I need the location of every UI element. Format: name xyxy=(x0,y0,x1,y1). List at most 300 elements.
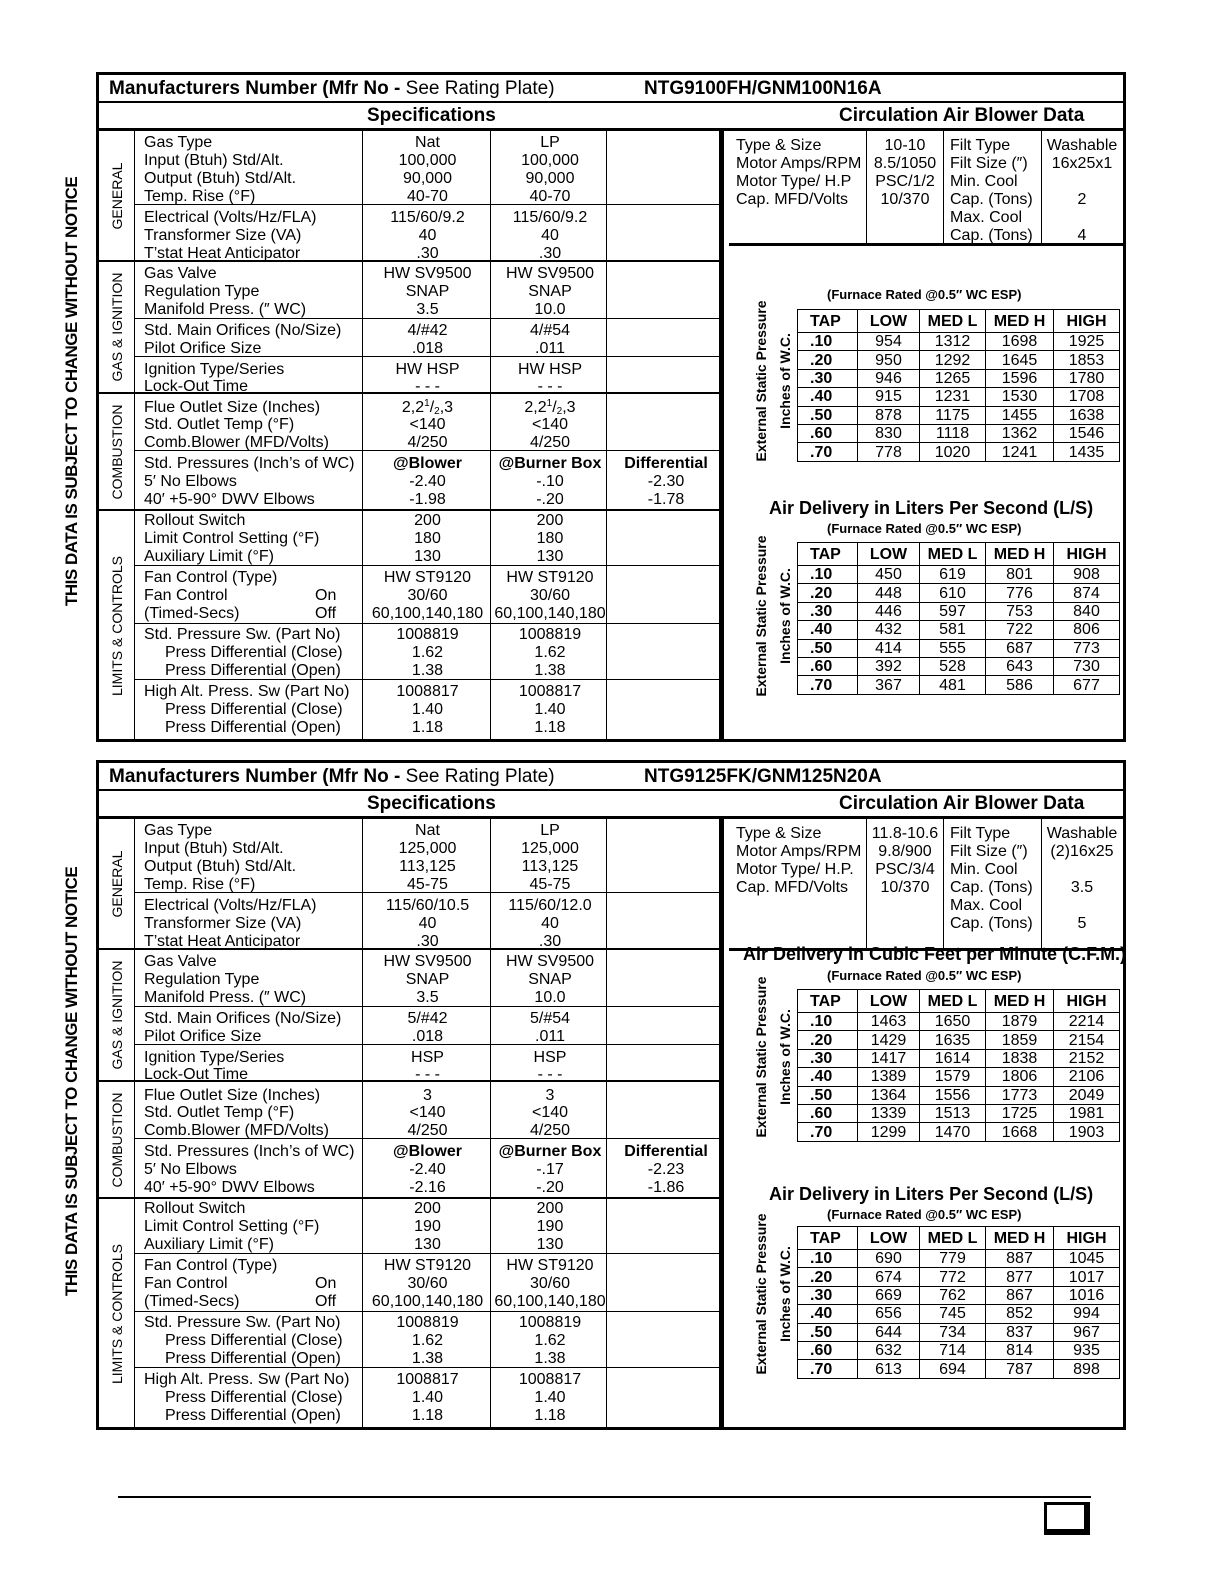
tap-cell: .10 xyxy=(798,1013,858,1031)
row-no-elbows: 5′ No Elbows -2.40 -.10 -2.30 xyxy=(144,473,685,490)
ls-title: Air Delivery in Liters Per Second (L/S) xyxy=(769,498,1094,518)
row-pressures-header: Std. Pressures (Inch’s of WC) @Blower @Burner Box Differential xyxy=(144,455,708,472)
airflow-cell: 1596 xyxy=(986,369,1054,387)
row-electrical: Electrical (Volts/Hz/FLA) 115/60/10.5 115/60/12.0 xyxy=(144,897,592,914)
airflow-cell: 745 xyxy=(920,1305,986,1323)
filter-value: 3.5 xyxy=(1070,879,1094,896)
cfm-table xyxy=(797,989,1120,1142)
ls-rated-note: (Furnace Rated @0.5″ WC ESP) xyxy=(827,521,1022,536)
filter-label: Filt Size (″) xyxy=(950,155,1028,172)
airflow-cell: 610 xyxy=(920,584,986,602)
tap-cell: .50 xyxy=(798,406,858,424)
tap-cell: .20 xyxy=(798,584,858,602)
airflow-cell: 852 xyxy=(986,1305,1054,1323)
tap-cell: .10 xyxy=(798,566,858,584)
filter-value: Washable xyxy=(1046,825,1118,842)
filter-value: (2)16x25 xyxy=(1050,843,1114,860)
ls-title: Air Delivery in Liters Per Second (L/S) xyxy=(769,1184,1094,1204)
airflow-cell: 1725 xyxy=(986,1104,1054,1122)
tap-cell: .70 xyxy=(798,1123,858,1141)
airflow-cell: 776 xyxy=(986,584,1054,602)
change-notice-top: THIS DATA IS SUBJECT TO CHANGE WITHOUT NOTICE xyxy=(62,176,81,606)
row-fan-off: (Timed-Secs) Off 60,100,140,180 60,100,140,180 xyxy=(144,605,606,622)
column-header: HIGH xyxy=(1054,310,1120,333)
airflow-cell: 1241 xyxy=(986,443,1054,461)
row-electrical: Electrical (Volts/Hz/FLA) 115/60/9.2 115/60/9.2 xyxy=(144,209,588,226)
airflow-cell: 448 xyxy=(858,584,920,602)
row-fan-off: (Timed-Secs) Off 60,100,140,180 60,100,140,180 xyxy=(144,1293,606,1310)
furnace-spec-block xyxy=(96,760,1126,1430)
filter-label: Min. Cool xyxy=(950,861,1018,878)
row-dwv-elbows: 40′ +5-90° DWV Elbows -2.16 -.20 -1.86 xyxy=(144,1179,685,1196)
row-output: Output (Btuh) Std/Alt. 90,000 90,000 xyxy=(144,170,575,187)
manufacturer-header xyxy=(99,75,1123,103)
row-comb-blower: Comb.Blower (MFD/Volts) 4/250 4/250 xyxy=(144,1122,571,1139)
column-header: MED H xyxy=(986,1227,1054,1250)
airflow-cell: 687 xyxy=(986,639,1054,657)
section-label-limits-controls: LIMITS & CONTROLS xyxy=(99,511,135,741)
blower-label-motor: Motor Type/ H.P. xyxy=(736,861,854,878)
airflow-cell: 528 xyxy=(920,657,986,675)
table-header-row xyxy=(798,990,1120,1013)
airflow-cell: 1265 xyxy=(920,369,986,387)
tap-cell: .70 xyxy=(798,1360,858,1378)
row-tstat: T’stat Heat Anticipator .30 .30 xyxy=(144,933,562,950)
column-header: MED L xyxy=(920,310,986,333)
blower-value-amps: 8.5/1050 xyxy=(873,155,937,172)
section-label-combustion: COMBUSTION xyxy=(99,394,135,511)
tap-cell: .40 xyxy=(798,621,858,639)
airflow-cell: 2106 xyxy=(1054,1068,1120,1086)
airflow-cell: 753 xyxy=(986,602,1054,620)
row-regulation: Regulation Type SNAP SNAP xyxy=(144,283,572,300)
blower-value-amps: 9.8/900 xyxy=(878,843,932,860)
filter-value: 4 xyxy=(1077,227,1087,244)
airflow-cell: 1429 xyxy=(858,1031,920,1049)
airflow-cell: 908 xyxy=(1054,566,1120,584)
airflow-cell: 887 xyxy=(986,1250,1054,1268)
airflow-cell: 1879 xyxy=(986,1013,1054,1031)
airflow-cell: 1118 xyxy=(920,424,986,442)
airflow-cell: 677 xyxy=(1054,676,1120,694)
row-lockout: Lock-Out Time - - - - - - xyxy=(144,378,563,395)
column-header: LOW xyxy=(858,1227,920,1250)
row-regulation: Regulation Type SNAP SNAP xyxy=(144,971,572,988)
airflow-cell: 994 xyxy=(1054,1305,1120,1323)
row-high-open: Press Differential (Open) 1.18 1.18 xyxy=(165,1407,566,1424)
airflow-cell: 1175 xyxy=(920,406,986,424)
column-header: TAP xyxy=(798,310,858,333)
model-number: NTG9125FK/GNM125N20A xyxy=(644,766,882,787)
row-pressures-header: Std. Pressures (Inch’s of WC) @Blower @Burner Box Differential xyxy=(144,1143,708,1160)
ls-axis-label-pressure: External Static Pressure xyxy=(753,1213,769,1375)
airflow-cell: 1556 xyxy=(920,1086,986,1104)
table-row xyxy=(798,406,1120,424)
airflow-cell: 632 xyxy=(858,1341,920,1359)
airflow-cell: 669 xyxy=(858,1286,920,1304)
airflow-cell: 830 xyxy=(858,424,920,442)
manufacturer-number-label: Manufacturers Number (Mfr No - See Rating Plate) xyxy=(109,78,555,99)
tap-cell: .40 xyxy=(798,1068,858,1086)
table-row xyxy=(798,584,1120,602)
cfm-axis-label-pressure: External Static Pressure xyxy=(753,300,769,462)
column-header: MED H xyxy=(986,543,1054,566)
table-header-row xyxy=(798,1227,1120,1250)
row-ignition: Ignition Type/Series HSP HSP xyxy=(144,1049,567,1066)
row-aux-limit: Auxiliary Limit (°F) 130 130 xyxy=(144,548,564,565)
airflow-cell: 867 xyxy=(986,1286,1054,1304)
airflow-cell: 814 xyxy=(986,1341,1054,1359)
airflow-cell: 481 xyxy=(920,676,986,694)
filter-label: Cap. (Tons) xyxy=(950,915,1033,932)
airflow-cell: 643 xyxy=(986,657,1054,675)
table-row xyxy=(798,1031,1120,1049)
cfm-title: Air Delivery in Cubic Feet per Minute (C.F.M.) xyxy=(743,944,1127,964)
row-rollout: Rollout Switch 200 200 xyxy=(144,1200,564,1217)
change-notice-bottom: THIS DATA IS SUBJECT TO CHANGE WITHOUT NOTICE xyxy=(62,866,81,1296)
airflow-cell: 806 xyxy=(1054,621,1120,639)
footer-rule xyxy=(118,1496,1091,1498)
airflow-cell: 722 xyxy=(986,621,1054,639)
cfm-rated-note: (Furnace Rated @0.5″ WC ESP) xyxy=(827,968,1022,983)
table-row xyxy=(798,1049,1120,1067)
airflow-cell: 367 xyxy=(858,676,920,694)
airflow-cell: 1389 xyxy=(858,1068,920,1086)
airflow-cell: 1292 xyxy=(920,351,986,369)
tap-cell: .60 xyxy=(798,1341,858,1359)
tap-cell: .10 xyxy=(798,333,858,351)
row-flue-size: Flue Outlet Size (Inches) 3 3 xyxy=(144,1087,555,1104)
row-rollout: Rollout Switch 200 200 xyxy=(144,512,564,529)
airflow-cell: 1463 xyxy=(858,1013,920,1031)
cfm-axis-label-inches: Inches of W.C. xyxy=(777,1009,793,1105)
column-header: LOW xyxy=(858,310,920,333)
airflow-cell: 734 xyxy=(920,1323,986,1341)
table-row xyxy=(798,1123,1120,1141)
airflow-cell: 644 xyxy=(858,1323,920,1341)
row-high-alt-switch: High Alt. Press. Sw (Part No) 1008817 1008817 xyxy=(144,683,582,700)
filter-label: Filt Type xyxy=(950,137,1011,154)
airflow-cell: 1903 xyxy=(1054,1123,1120,1141)
filter-label: Filt Size (″) xyxy=(950,843,1028,860)
row-pilot: Pilot Orifice Size .018 .011 xyxy=(144,1028,565,1045)
airflow-cell: 1231 xyxy=(920,388,986,406)
ls-axis-label-inches: Inches of W.C. xyxy=(777,1246,793,1342)
airflow-cell: 954 xyxy=(858,333,920,351)
airflow-cell: 967 xyxy=(1054,1323,1120,1341)
tap-cell: .20 xyxy=(798,351,858,369)
filter-label: Max. Cool xyxy=(950,209,1023,226)
tap-cell: .30 xyxy=(798,1049,858,1067)
airflow-cell: 1312 xyxy=(920,333,986,351)
blower-data-area xyxy=(729,819,1127,1427)
table-row xyxy=(798,424,1120,442)
row-psw-open: Press Differential (Open) 1.38 1.38 xyxy=(165,662,566,679)
blower-value-type: 10-10 xyxy=(884,137,926,154)
airflow-cell: 581 xyxy=(920,621,986,639)
table-row xyxy=(798,639,1120,657)
airflow-cell: 555 xyxy=(920,639,986,657)
row-flue-size: Flue Outlet Size (Inches) $2,2^1/_2,3$ $2,2^1/_2,3$ xyxy=(144,398,576,417)
row-psw-close: Press Differential (Close) 1.62 1.62 xyxy=(165,644,566,661)
table-row xyxy=(798,333,1120,351)
page-number-box xyxy=(1044,1502,1090,1535)
airflow-cell: 1614 xyxy=(920,1049,986,1067)
tap-cell: .50 xyxy=(798,639,858,657)
airflow-cell: 1339 xyxy=(858,1104,920,1122)
column-header: MED H xyxy=(986,310,1054,333)
airflow-cell: 1698 xyxy=(986,333,1054,351)
tap-cell: .20 xyxy=(798,1268,858,1286)
filter-label: Max. Cool xyxy=(950,897,1023,914)
airflow-cell: 414 xyxy=(858,639,920,657)
blower-label-motor: Motor Type/ H.P xyxy=(736,173,852,190)
airflow-cell: 762 xyxy=(920,1286,986,1304)
filter-label: Cap. (Tons) xyxy=(950,227,1033,244)
table-row xyxy=(798,1013,1120,1031)
column-header: MED L xyxy=(920,1227,986,1250)
tap-cell: .40 xyxy=(798,388,858,406)
airflow-cell: 779 xyxy=(920,1250,986,1268)
circulation-blower-title: Circulation Air Blower Data xyxy=(839,105,1085,126)
filter-value: 2 xyxy=(1077,191,1087,208)
airflow-cell: 450 xyxy=(858,566,920,584)
airflow-cell: 1513 xyxy=(920,1104,986,1122)
section-label-gas-ignition: GAS & IGNITION xyxy=(99,262,135,394)
ls-table xyxy=(797,1226,1120,1379)
row-pressure-switch: Std. Pressure Sw. (Part No) 1008819 1008819 xyxy=(144,626,582,643)
table-row xyxy=(798,1068,1120,1086)
column-header: HIGH xyxy=(1054,1227,1120,1250)
circulation-blower-title: Circulation Air Blower Data xyxy=(839,793,1085,814)
tap-cell: .70 xyxy=(798,443,858,461)
section-titles xyxy=(99,791,1123,819)
table-row xyxy=(798,621,1120,639)
row-lockout: Lock-Out Time - - - - - - xyxy=(144,1066,563,1083)
column-header: TAP xyxy=(798,543,858,566)
filter-label: Filt Type xyxy=(950,825,1011,842)
manufacturer-number-label: Manufacturers Number (Mfr No - See Rating Plate) xyxy=(109,766,555,787)
airflow-cell: 1773 xyxy=(986,1086,1054,1104)
row-gas-valve: Gas Valve HW SV9500 HW SV9500 xyxy=(144,265,595,282)
tap-cell: .60 xyxy=(798,657,858,675)
blower-label-cap: Cap. MFD/Volts xyxy=(736,191,849,208)
airflow-cell: 1638 xyxy=(1054,406,1120,424)
blower-label-cap: Cap. MFD/Volts xyxy=(736,879,849,896)
blower-label-type: Type & Size xyxy=(736,137,822,154)
airflow-cell: 446 xyxy=(858,602,920,620)
blower-value-type: 11.8-10.6 xyxy=(871,825,939,842)
blower-label-amps: Motor Amps/RPM xyxy=(736,155,862,172)
airflow-cell: 837 xyxy=(986,1323,1054,1341)
tap-cell: .70 xyxy=(798,676,858,694)
row-outlet-temp: Std. Outlet Temp (°F) <140 <140 xyxy=(144,1104,569,1121)
row-high-alt-switch: High Alt. Press. Sw (Part No) 1008817 1008817 xyxy=(144,1371,582,1388)
row-input: Input (Btuh) Std/Alt. 100,000 100,000 xyxy=(144,152,579,169)
airflow-cell: 613 xyxy=(858,1360,920,1378)
airflow-cell: 1806 xyxy=(986,1068,1054,1086)
row-high-close: Press Differential (Close) 1.40 1.40 xyxy=(165,701,566,718)
blower-value-motor: PSC/3/4 xyxy=(875,861,935,878)
filter-value: 5 xyxy=(1077,915,1087,932)
tap-cell: .40 xyxy=(798,1305,858,1323)
row-no-elbows: 5′ No Elbows -2.40 -.17 -2.23 xyxy=(144,1161,685,1178)
column-header: HIGH xyxy=(1054,543,1120,566)
airflow-cell: 877 xyxy=(986,1268,1054,1286)
table-row xyxy=(798,369,1120,387)
row-fan-type: Fan Control (Type) HW ST9120 HW ST9120 xyxy=(144,1257,594,1274)
tap-cell: .60 xyxy=(798,424,858,442)
section-label-limits-controls: LIMITS & CONTROLS xyxy=(99,1199,135,1429)
table-row xyxy=(798,1341,1120,1359)
airflow-cell: 1650 xyxy=(920,1013,986,1031)
tap-cell: .10 xyxy=(798,1250,858,1268)
row-fan-on: Fan Control On 30/60 30/60 xyxy=(144,1275,571,1292)
filter-value: 16x25x1 xyxy=(1051,155,1113,172)
airflow-cell: 1645 xyxy=(986,351,1054,369)
row-transformer: Transformer Size (VA) 40 40 xyxy=(144,915,559,932)
model-number: NTG9100FH/GNM100N16A xyxy=(644,78,882,99)
row-dwv-elbows: 40′ +5-90° DWV Elbows -1.98 -.20 -1.78 xyxy=(144,491,685,508)
airflow-cell: 1530 xyxy=(986,388,1054,406)
row-tstat: T’stat Heat Anticipator .30 .30 xyxy=(144,245,562,262)
airflow-cell: 946 xyxy=(858,369,920,387)
spec-rows xyxy=(135,131,719,739)
airflow-cell: 935 xyxy=(1054,1341,1120,1359)
airflow-cell: 2049 xyxy=(1054,1086,1120,1104)
airflow-cell: 772 xyxy=(920,1268,986,1286)
table-row xyxy=(798,1286,1120,1304)
section-titles xyxy=(99,103,1123,131)
airflow-cell: 1020 xyxy=(920,443,986,461)
airflow-cell: 1417 xyxy=(858,1049,920,1067)
airflow-cell: 1981 xyxy=(1054,1104,1120,1122)
table-row xyxy=(798,1360,1120,1378)
ls-table xyxy=(797,542,1120,695)
blower-data-area xyxy=(729,131,1123,739)
airflow-cell: 432 xyxy=(858,621,920,639)
blower-specs-box xyxy=(729,131,1123,246)
airflow-cell: 950 xyxy=(858,351,920,369)
airflow-cell: 1859 xyxy=(986,1031,1054,1049)
airflow-cell: 619 xyxy=(920,566,986,584)
row-psw-close: Press Differential (Close) 1.62 1.62 xyxy=(165,1332,566,1349)
filter-label: Min. Cool xyxy=(950,173,1018,190)
blower-label-type: Type & Size xyxy=(736,825,822,842)
table-header-row xyxy=(798,310,1120,333)
row-orifices: Std. Main Orifices (No/Size) 4/#42 4/#54 xyxy=(144,322,571,339)
airflow-cell: 778 xyxy=(858,443,920,461)
tap-cell: .50 xyxy=(798,1086,858,1104)
section-label-combustion: COMBUSTION xyxy=(99,1082,135,1199)
filter-value: Washable xyxy=(1046,137,1118,154)
airflow-cell: 1780 xyxy=(1054,369,1120,387)
airflow-cell: 1838 xyxy=(986,1049,1054,1067)
section-label-general: GENERAL xyxy=(99,819,135,950)
row-output: Output (Btuh) Std/Alt. 113,125 113,125 xyxy=(144,858,579,875)
row-gas-valve: Gas Valve HW SV9500 HW SV9500 xyxy=(144,953,595,970)
airflow-cell: 874 xyxy=(1054,584,1120,602)
blower-value-cap: 10/370 xyxy=(880,879,930,896)
cfm-axis-label-inches: Inches of W.C. xyxy=(777,333,793,429)
table-row xyxy=(798,676,1120,694)
row-temp-rise: Temp. Rise (°F) 40-70 40-70 xyxy=(144,188,571,205)
airflow-cell: 1016 xyxy=(1054,1286,1120,1304)
airflow-cell: 878 xyxy=(858,406,920,424)
row-aux-limit: Auxiliary Limit (°F) 130 130 xyxy=(144,1236,564,1253)
airflow-cell: 1925 xyxy=(1054,333,1120,351)
airflow-cell: 898 xyxy=(1054,1360,1120,1378)
airflow-cell: 1455 xyxy=(986,406,1054,424)
column-header: LOW xyxy=(858,543,920,566)
airflow-cell: 392 xyxy=(858,657,920,675)
section-label-general: GENERAL xyxy=(99,131,135,262)
table-row xyxy=(798,657,1120,675)
table-row xyxy=(798,602,1120,620)
ls-axis-label-pressure: External Static Pressure xyxy=(753,535,769,697)
blower-specs-box xyxy=(729,819,1123,951)
airflow-cell: 840 xyxy=(1054,602,1120,620)
airflow-cell: 656 xyxy=(858,1305,920,1323)
blower-label-amps: Motor Amps/RPM xyxy=(736,843,862,860)
column-header: MED L xyxy=(920,990,986,1013)
row-pressure-switch: Std. Pressure Sw. (Part No) 1008819 1008819 xyxy=(144,1314,582,1331)
row-gas-type: Gas Type Nat LP xyxy=(144,134,560,151)
cfm-table xyxy=(797,309,1120,462)
tap-cell: .60 xyxy=(798,1104,858,1122)
airflow-cell: 1045 xyxy=(1054,1250,1120,1268)
table-row xyxy=(798,1104,1120,1122)
manufacturer-header xyxy=(99,763,1123,791)
airflow-cell: 674 xyxy=(858,1268,920,1286)
airflow-cell: 1853 xyxy=(1054,351,1120,369)
blower-value-motor: PSC/1/2 xyxy=(875,173,935,190)
filter-label: Cap. (Tons) xyxy=(950,191,1033,208)
specifications-table xyxy=(99,131,724,739)
airflow-cell: 1435 xyxy=(1054,443,1120,461)
column-header: LOW xyxy=(858,990,920,1013)
row-pilot: Pilot Orifice Size .018 .011 xyxy=(144,340,565,357)
row-fan-type: Fan Control (Type) HW ST9120 HW ST9120 xyxy=(144,569,594,586)
airflow-cell: 694 xyxy=(920,1360,986,1378)
airflow-cell: 1546 xyxy=(1054,424,1120,442)
row-high-close: Press Differential (Close) 1.40 1.40 xyxy=(165,1389,566,1406)
row-transformer: Transformer Size (VA) 40 40 xyxy=(144,227,559,244)
airflow-cell: 1579 xyxy=(920,1068,986,1086)
table-row xyxy=(798,1305,1120,1323)
column-header: TAP xyxy=(798,1227,858,1250)
table-row xyxy=(798,443,1120,461)
airflow-cell: 690 xyxy=(858,1250,920,1268)
cfm-rated-note: (Furnace Rated @0.5″ WC ESP) xyxy=(827,287,1022,302)
table-row xyxy=(798,388,1120,406)
furnace-spec-block xyxy=(96,72,1126,742)
airflow-cell: 1364 xyxy=(858,1086,920,1104)
table-row xyxy=(798,1250,1120,1268)
row-outlet-temp: Std. Outlet Temp (°F) <140 <140 xyxy=(144,416,569,433)
airflow-cell: 597 xyxy=(920,602,986,620)
airflow-cell: 1017 xyxy=(1054,1268,1120,1286)
row-ignition: Ignition Type/Series HW HSP HW HSP xyxy=(144,361,582,378)
column-header: MED H xyxy=(986,990,1054,1013)
airflow-cell: 801 xyxy=(986,566,1054,584)
airflow-cell: 2154 xyxy=(1054,1031,1120,1049)
tap-cell: .20 xyxy=(798,1031,858,1049)
spec-rows xyxy=(135,819,719,1427)
blower-value-cap: 10/370 xyxy=(880,191,930,208)
airflow-cell: 773 xyxy=(1054,639,1120,657)
specifications-table xyxy=(99,819,724,1427)
